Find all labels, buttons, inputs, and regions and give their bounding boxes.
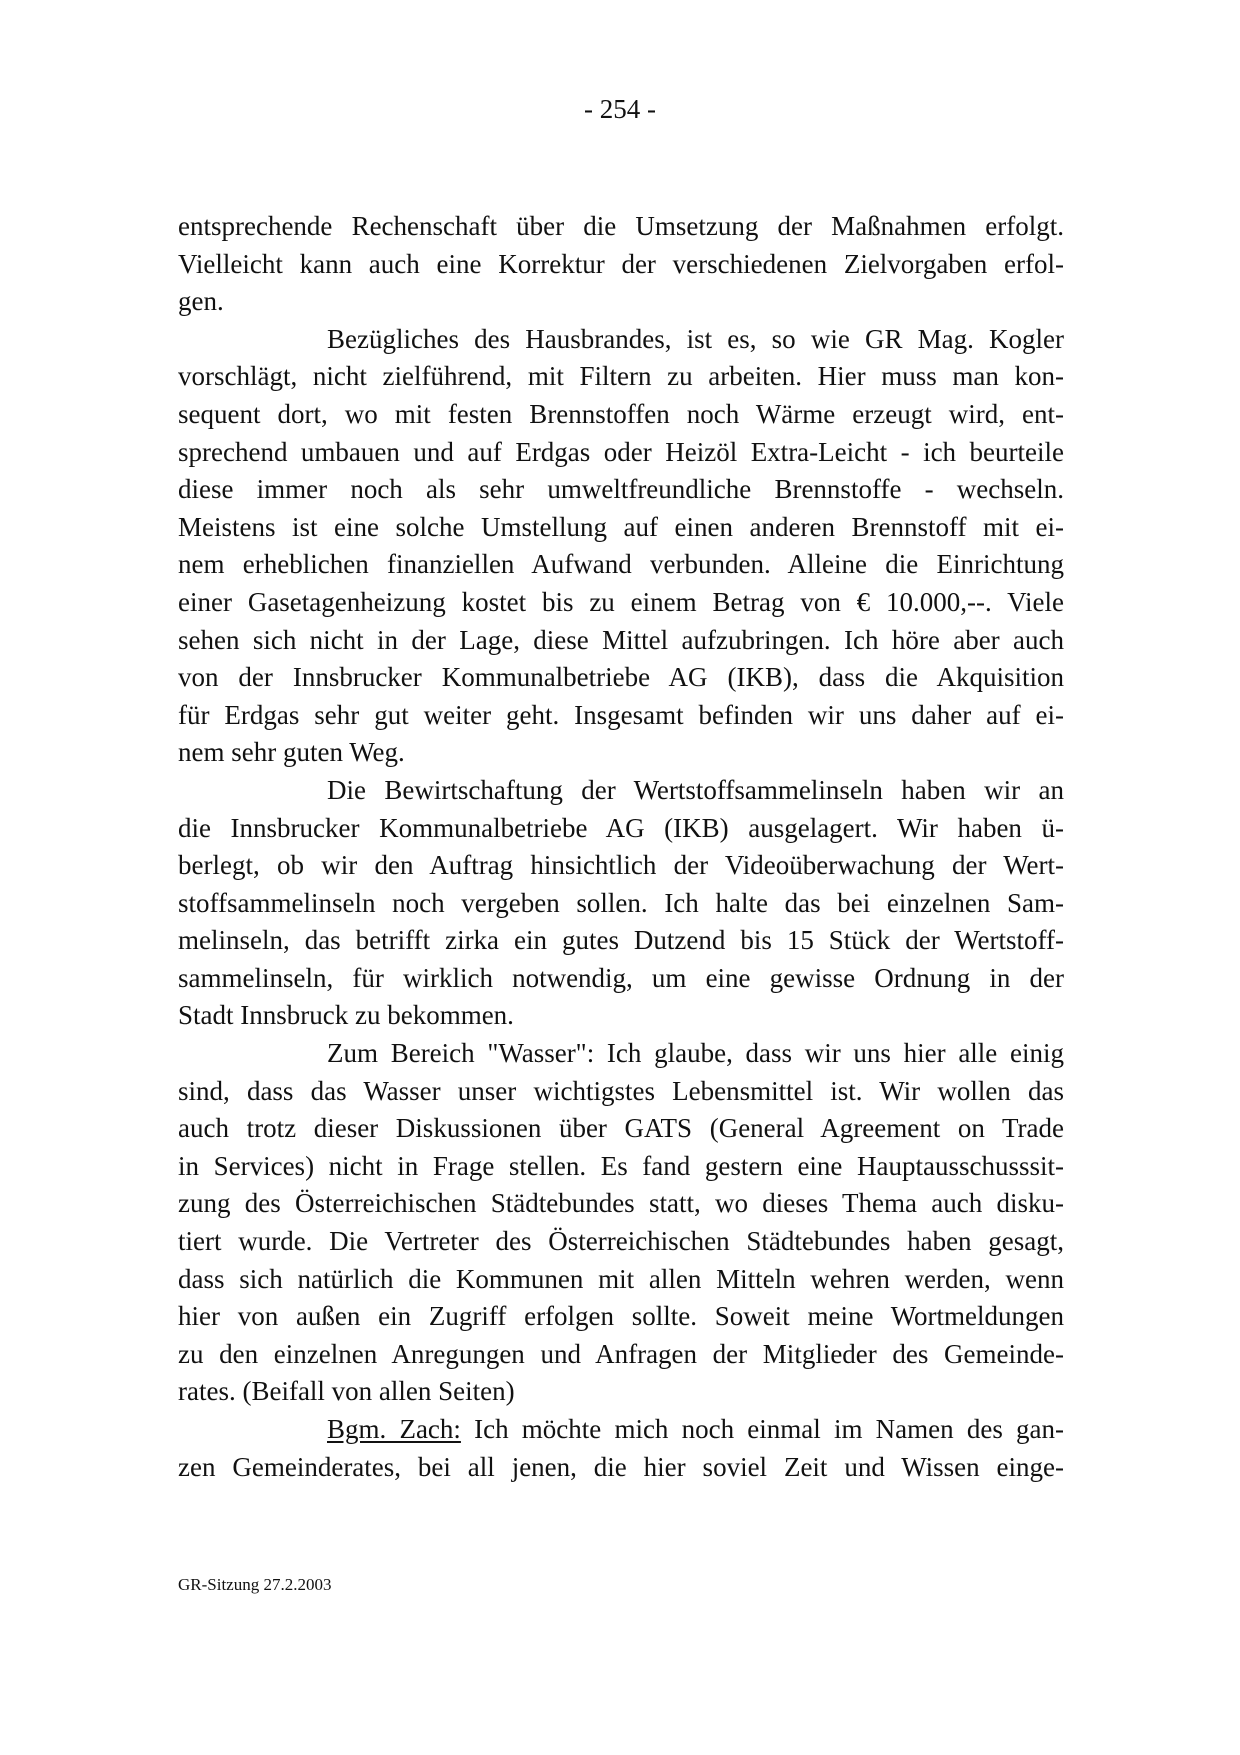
text-line bbox=[178, 1411, 1064, 1449]
text-line: entsprechende Rechenschaft über die Umsetzung der Maßnahmen erfolgt. bbox=[178, 211, 1064, 241]
text-line: nem erheblichen finanziellen Aufwand verbunden. Alleine die Einrichtung bbox=[178, 549, 1064, 580]
page-number: - 254 - bbox=[584, 94, 656, 124]
text-line: sind, dass das Wasser unser wichtigstes Lebensmittel ist. Wir wollen das bbox=[178, 1075, 1064, 1106]
text-line: Stadt Innsbruck zu bekommen. bbox=[178, 1000, 514, 1031]
text-line: gen. bbox=[178, 286, 224, 317]
text-line: Meistens ist eine solche Umstellung auf einen anderen Brennstoff mit ei- bbox=[178, 511, 1064, 542]
speaker-text: Ich möchte mich noch einmal im Namen des gan- bbox=[460, 1414, 1064, 1444]
text-line: sequent dort, wo mit festen Brennstoffen noch Wärme erzeugt wird, ent- bbox=[178, 398, 1064, 429]
text-line: die Innsbrucker Kommunalbetriebe AG (IKB) ausgelagert. Wir haben ü- bbox=[178, 812, 1064, 843]
text-line: sprechend umbauen und auf Erdgas oder Heizöl Extra-Leicht - ich beurteile bbox=[178, 436, 1064, 467]
text-line: vorschlägt, nicht zielführend, mit Filtern zu arbeiten. Hier muss man kon- bbox=[178, 361, 1064, 392]
text-line: melinseln, das betrifft zirka ein gutes Dutzend bis 15 Stück der Wertstoff- bbox=[178, 925, 1064, 956]
text-line: zen Gemeinderates, bei all jenen, die hier soviel Zeit und Wissen einge- bbox=[178, 1451, 1064, 1482]
text-line: in Services) nicht in Frage stellen. Es fand gestern eine Hauptausschusssit- bbox=[178, 1150, 1064, 1181]
text-line: zu den einzelnen Anregungen und Anfragen der Mitglieder des Gemeinde- bbox=[178, 1338, 1064, 1369]
text-line: Zum Bereich "Wasser": Ich glaube, dass wir uns hier alle einig bbox=[327, 1038, 1064, 1069]
text-line: hier von außen ein Zugriff erfolgen sollte. Soweit meine Wortmeldungen bbox=[178, 1301, 1064, 1332]
footer: GR-Sitzung 27.2.2003 bbox=[178, 1575, 332, 1594]
text-line: nem sehr guten Weg. bbox=[178, 737, 405, 768]
text-line: von der Innsbrucker Kommunalbetriebe AG (IKB), dass die Akquisition bbox=[178, 662, 1064, 693]
text-line: auch trotz dieser Diskussionen über GATS (General Agreement on Trade bbox=[178, 1113, 1064, 1144]
text-line: diese immer noch als sehr umweltfreundliche Brennstoffe - wechseln. bbox=[178, 474, 1064, 505]
text-line: rates. (Beifall von allen Seiten) bbox=[178, 1376, 515, 1407]
text-line: dass sich natürlich die Kommunen mit allen Mitteln wehren werden, wenn bbox=[178, 1263, 1064, 1294]
text-line: tiert wurde. Die Vertreter des Österreichischen Städtebundes haben gesagt, bbox=[178, 1226, 1064, 1257]
text-line: berlegt, ob wir den Auftrag hinsichtlich der Videoüberwachung der Wert- bbox=[178, 850, 1064, 881]
text-line: Die Bewirtschaftung der Wertstoffsammelinseln haben wir an bbox=[327, 774, 1064, 805]
text-line: einer Gasetagenheizung kostet bis zu einem Betrag von € 10.000,--. Viele bbox=[178, 586, 1064, 617]
text-line: Vielleicht kann auch eine Korrektur der verschiedenen Zielvorgaben erfol- bbox=[178, 248, 1064, 279]
text-line: Bezügliches des Hausbrandes, ist es, so wie GR Mag. Kogler bbox=[327, 323, 1064, 354]
text-line: zung des Österreichischen Städtebundes statt, wo dieses Thema auch disku- bbox=[178, 1188, 1064, 1219]
text-line: sehen sich nicht in der Lage, diese Mittel aufzubringen. Ich höre aber auch bbox=[178, 624, 1064, 655]
text-line: sammelinseln, für wirklich notwendig, um eine gewisse Ordnung in der bbox=[178, 962, 1064, 993]
text-line: für Erdgas sehr gut weiter geht. Insgesamt befinden wir uns daher auf ei- bbox=[178, 699, 1064, 730]
body-text bbox=[178, 208, 1064, 1486]
speaker-name: Bgm. Zach: bbox=[327, 1414, 461, 1444]
text-line: stoffsammelinseln noch vergeben sollen. Ich halte das bei einzelnen Sam- bbox=[178, 887, 1064, 918]
